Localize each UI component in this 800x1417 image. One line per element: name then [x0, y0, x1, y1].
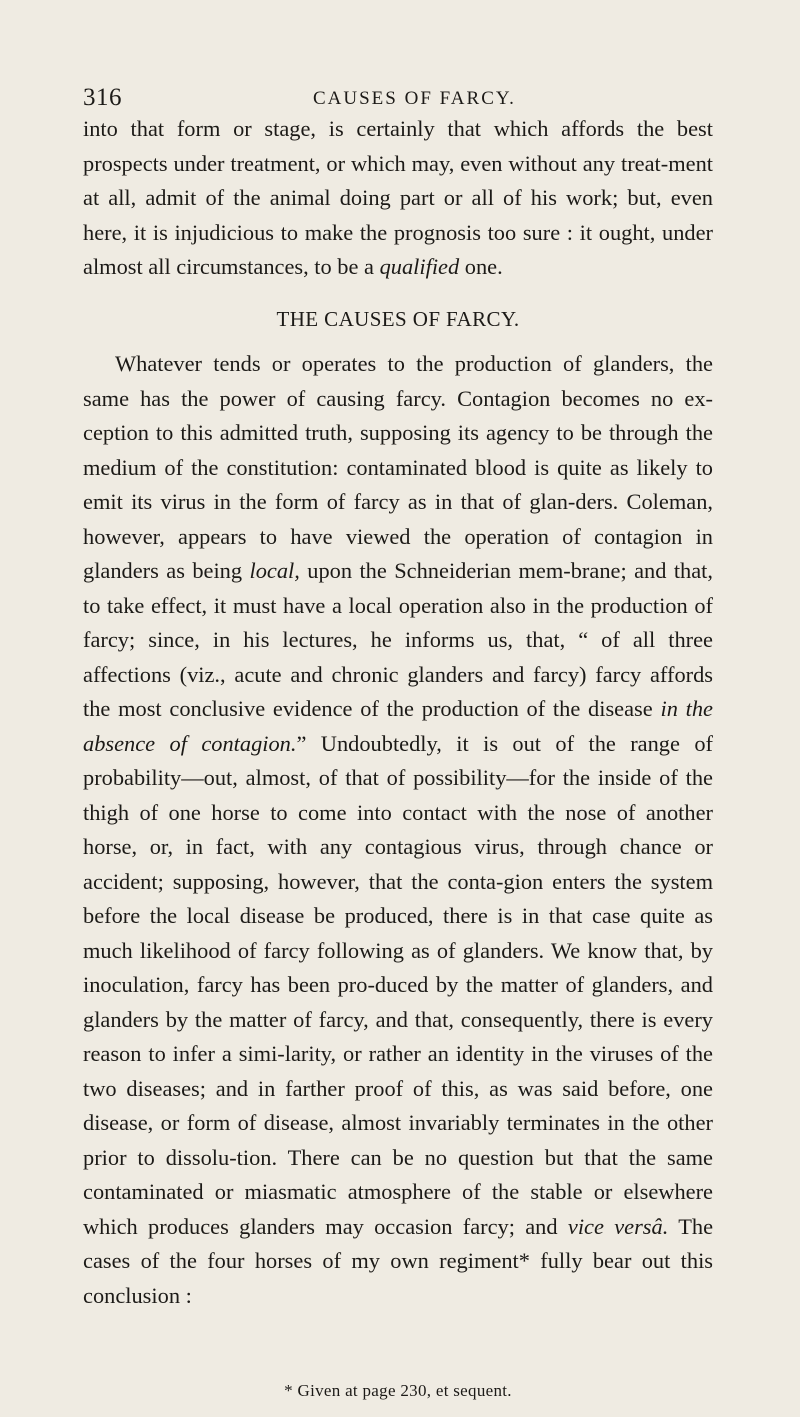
running-head: CAUSES OF FARCY. — [313, 88, 516, 109]
page-number: 316 — [83, 84, 122, 111]
paragraph-text: The cases of the four horses of my own regiment* fully bear out this conclusion : — [83, 1213, 714, 1308]
paragraph-text: into that form or stage, is certainly that which affords the best prospects under treatment, or which may, even without any treat-ment at all, admit of the animal doing part or all of his work; but, even here, it is injudicious to make the prognosis too sure : it ought, under almost all circumstances, to be a — [83, 116, 713, 279]
italic-text: qualified — [379, 254, 460, 279]
body-text — [83, 112, 713, 1313]
paragraph-text: upon the Schneiderian mem-brane; and that, to take effect, it must have a local operation also in the production of farcy; since, in his lectures, he informs us, that, “ of all three affections (viz., acute and chronic glanders and farcy) farcy affords the most conclusive evidence of the production of the disease — [83, 558, 714, 721]
italic-text: vice versâ. — [567, 1213, 669, 1239]
italic-text: local, — [249, 558, 300, 583]
paragraph-text: one. — [459, 254, 503, 279]
paragraph-causes — [83, 347, 713, 1313]
footnote: * Given at page 230, et sequent. — [284, 1381, 512, 1400]
italic-text: in the absence of contagion. — [83, 696, 713, 756]
paragraph-text: ” Undoubtedly, it is out of the range of probability—out, almost, of that of possibility—for the inside of the thigh of one horse to come into contact with the nose of another horse, or, in fact, with any contagious virus, through chance or accident; supposing, however, that the conta-gion enters the system before the local disease be produced, there is in that case quite as much likelihood of farcy following as of glanders. We know that, by inoculation, farcy has been pro-duced by the matter of glanders, and glanders by the matter of farcy, and that, consequently, there is every reason to infer a simi-larity, or rather an identity in the viruses of the two diseases; and in farther proof of this, as was said before, one disease, or form of disease, almost invariably terminates in the other prior to dissolu-tion. There can be no question but that the same contaminated or miasmatic atmosphere of the stable or elsewhere which produces glanders may occasion farcy; and — [83, 730, 713, 1239]
paragraph-continuation — [83, 112, 713, 285]
paragraph-text: Whatever tends or operates to the production of glanders, the same has the power of causing farcy. Contagion becomes no ex-ception to this admitted truth, supposing its agency to be through the medium of the constitution: contaminated blood is quite as likely to emit its virus in the form of farcy as in that of glan-ders. Coleman, however, appears to have viewed the operation of contagion in glanders as being — [83, 351, 713, 583]
section-heading: THE CAUSES OF FARCY. — [276, 306, 520, 331]
